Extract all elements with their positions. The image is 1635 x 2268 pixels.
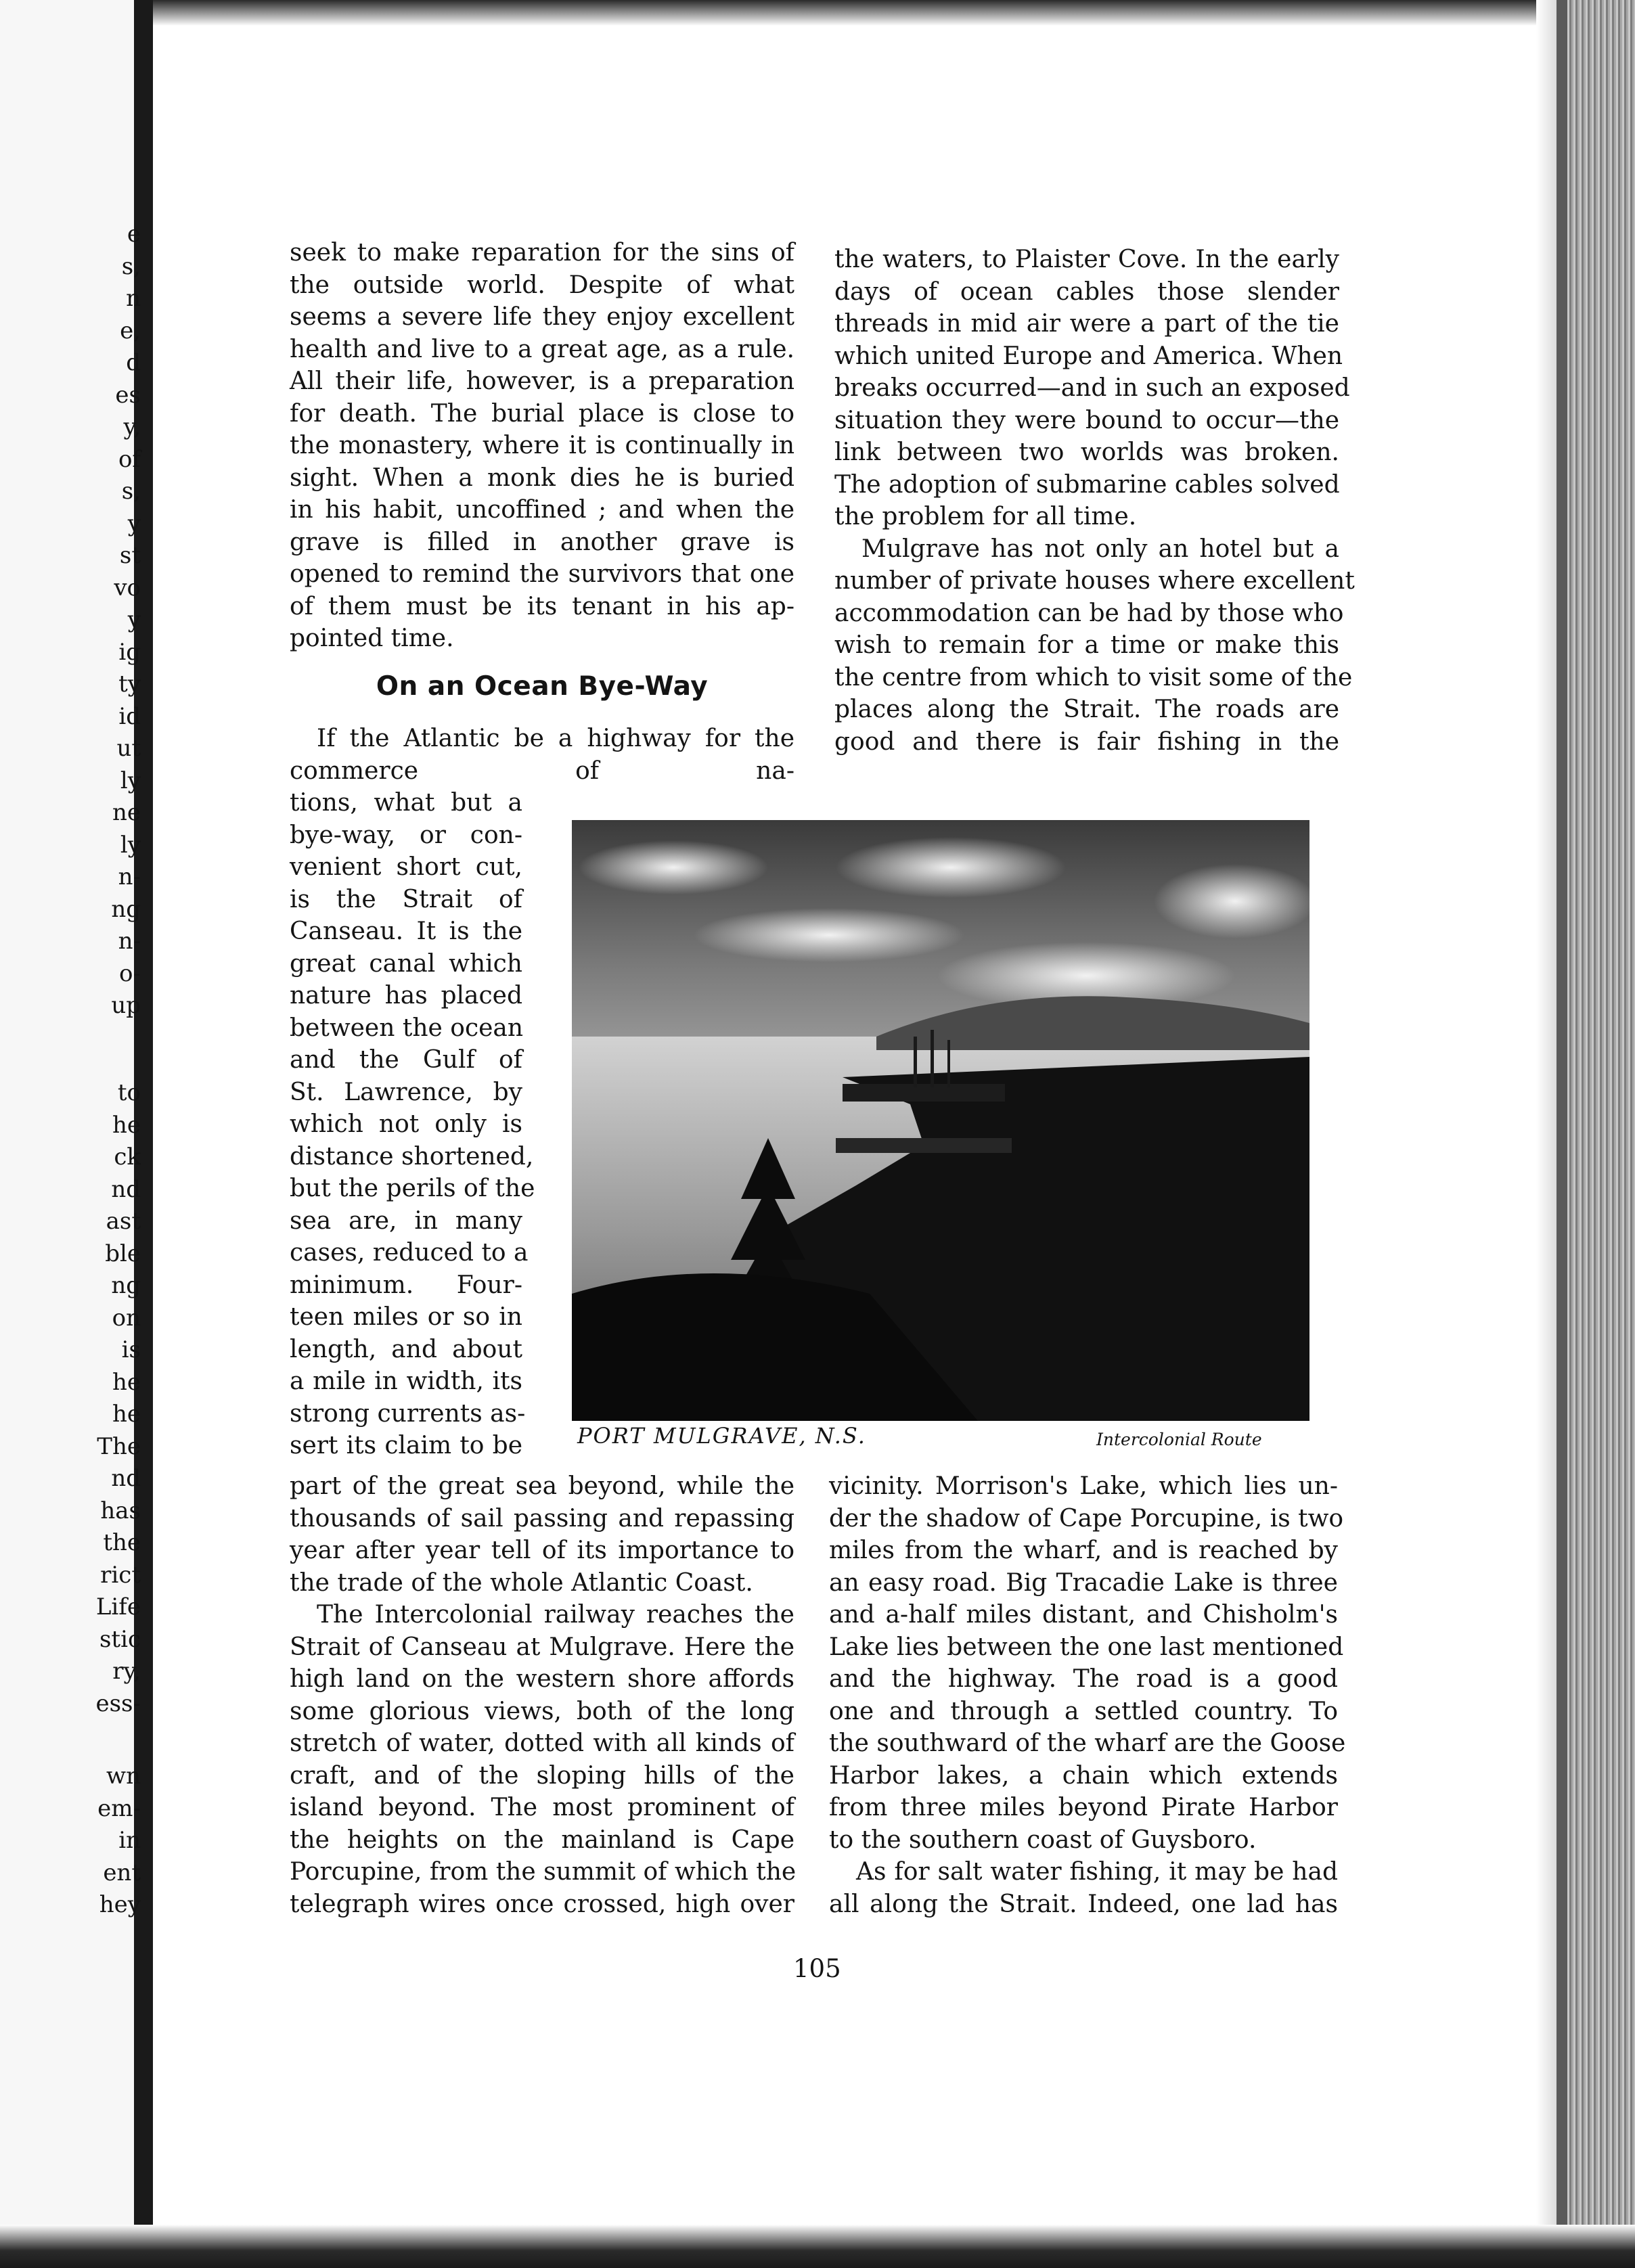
fragment-text: stic [99,1625,141,1653]
fragment-text: ble [105,1240,141,1267]
text-line: some glorious views, both of the long [290,1697,794,1725]
left-column-intro-text [290,723,794,787]
left-column-top-text [290,237,794,655]
text-line: the problem for all time. [834,503,1137,530]
text-line: the centre from which to visit some of the [834,663,1353,691]
photo-wharf [843,1084,1005,1102]
fragment-text: to [117,1079,141,1106]
photo-pier [836,1138,1012,1153]
fragment-text: ig [118,638,141,666]
text-line: great canal which [290,949,522,978]
fragment-text: The [97,1432,141,1460]
text-line: strong currents as- [290,1399,526,1428]
text-line: All their life, however, is a preparation [290,367,794,395]
text-line: the waters, to Plaister Cove. In the early [834,246,1339,273]
text-line: the heights on the mainland is Cape [290,1825,794,1854]
text-line: the outside world. Despite of what [290,271,794,299]
text-line: stretch of water, dotted with all kinds of [290,1729,794,1757]
text-line: all along the Strait. Indeed, one lad has [829,1890,1338,1918]
fragment-text: nd [111,1175,141,1203]
photo-mast [914,1037,917,1087]
text-line: The adoption of submarine cables solved [834,470,1340,499]
text-line: sea are, in many [290,1206,522,1235]
fragment-text: d [126,349,141,376]
fragment-text: wn [106,1763,141,1790]
text-line: der the shadow of Cape Porcupine, is two [829,1504,1344,1533]
fragment-text: e [127,221,141,248]
text-line: an easy road. Big Tracadie Lake is three [829,1568,1338,1597]
text-line: telegraph wires once crossed, high over [290,1890,794,1918]
fragment-text: ty [118,671,141,698]
text-line: venient short cut, [290,853,522,881]
text-line: in his habit, uncoffined ; and when the [290,496,794,524]
text-line: tions, what but a [290,789,522,817]
text-line: Strait of Canseau at Mulgrave. Here the [290,1633,794,1661]
text-line: sight. When a monk dies he is buried [290,463,794,492]
text-line: minimum. Four- [290,1271,522,1299]
text-line: wish to remain for a time or make this [834,631,1339,659]
fragment-text: n [126,285,141,312]
text-line: breaks occurred—and in such an exposed [834,374,1350,402]
text-line: link between two worlds was broken. [834,438,1339,466]
page-stack-edge [1567,0,1635,2268]
text-line: As for salt water fishing, it may be had [856,1858,1338,1886]
text-line: cases, reduced to a [290,1239,529,1267]
text-line: the trade of the whole Atlantic Coast. [290,1568,753,1597]
fragment-text: y [127,606,141,633]
text-line: miles from the wharf, and is reached by [829,1537,1338,1564]
text-line: island beyond. The most prominent of [290,1794,794,1821]
left-column-wrap-text [290,787,535,1462]
left-page-fragment-bottom [97,1761,141,1922]
text-line: commerce of na- [290,756,794,785]
page-edge-shadow [1536,0,1558,2268]
fragment-text: ast [106,1208,141,1235]
fragment-text: the [103,1529,141,1556]
fragment-text: st [119,542,141,569]
fragment-text: ent [103,1859,141,1886]
text-line: which united Europe and America. When [834,342,1343,370]
left-page-fragment-top [111,219,141,1022]
right-column-top-text [834,244,1355,758]
text-line: threads in mid air were a part of the tie [834,310,1339,338]
fragment-text: ng [111,895,141,923]
text-line: seems a severe life they enjoy excellent [290,303,794,331]
text-line: Mulgrave has not only an hotel but a [861,535,1339,563]
fragment-text: he [112,1401,141,1428]
page-number: 105 [793,1954,841,1983]
text-line: days of ocean cables those slender [834,277,1339,306]
fragment-text: he [112,1368,141,1396]
fragment-text: y [127,509,141,537]
fragment-text: Life [95,1593,141,1620]
text-line: year after year tell of its importance to [290,1537,794,1564]
text-line: high land on the western shore affords [290,1665,794,1693]
fragment-text: ne [112,799,141,826]
fragment-text: of [118,445,141,473]
text-line: craft, and of the sloping hills of the [290,1761,794,1790]
fragment-text: has [100,1497,141,1524]
text-line: grave is filled in another grave is [290,528,794,556]
text-line: number of private houses where excellent [834,567,1355,595]
fragment-text: ng [111,1272,141,1299]
fragment-text: e, [120,317,141,344]
fragment-text: is [121,1336,141,1363]
text-line: Canseau. It is the [290,917,522,945]
text-line: one and through a settled country. To [829,1697,1338,1725]
text-line: Lake lies between the one last mentioned [829,1633,1344,1661]
fragment-text: rict [100,1561,141,1589]
left-column-bottom-text [290,1470,797,1920]
text-line: the southward of the wharf are the Goose [829,1729,1346,1757]
text-line: pointed time. [290,625,454,652]
fragment-text: es [115,381,141,409]
text-line: between the ocean [290,1014,524,1042]
text-line: a mile in width, its [290,1367,522,1395]
fragment-text: up [111,992,141,1019]
text-line: and the Gulf of [290,1046,522,1074]
text-line: but the perils of the [290,1175,535,1202]
text-line: and a-half miles distant, and Chisholm's [829,1601,1338,1629]
fragment-text: s, [121,478,141,505]
text-line: bye-way, or con- [290,821,522,849]
text-line: If the Atlantic be a highway for the [317,725,794,752]
photo-cloud [579,840,768,894]
fragment-text: on [112,1304,141,1332]
text-line: distance shortened, [290,1142,534,1171]
text-line: Harbor lakes, a chain which extends [829,1761,1338,1790]
section-heading: On an Ocean Bye-Way [376,671,709,702]
text-line: nature has placed [290,982,522,1010]
harbor-photo [572,820,1309,1421]
photo-mast [947,1040,950,1087]
fragment-text: n- [118,863,141,890]
text-line: Porcupine, from the summit of which the [290,1858,797,1886]
fragment-text: nd [111,1465,141,1492]
fragment-text: ut [116,735,141,762]
text-line: places along the Strait. The roads are [834,696,1339,723]
text-line: part of the great sea beyond, while the [290,1472,794,1500]
text-line: health and live to a great age, as a rule. [290,335,794,363]
text-line: seek to make reparation for the sins of [290,239,794,267]
photo-caption: PORT MULGRAVE, N.S. [577,1423,866,1449]
text-line: The Intercolonial railway reaches the [317,1601,794,1629]
fragment-text: ly [120,831,141,859]
fragment-text: ly [120,767,141,794]
photo-credit: Intercolonial Route [1096,1430,1262,1449]
fragment-text: o- [119,959,141,987]
fragment-text: in [118,1827,141,1854]
photo-mast [931,1030,934,1087]
text-line: to the southern coast of Guysboro. [829,1825,1257,1854]
left-page-fragment-middle [95,1077,141,1720]
right-column-bottom-text [829,1470,1346,1920]
fragment-text: he [112,1111,141,1139]
text-line: and the highway. The road is a good [829,1665,1338,1693]
text-line: accommodation can be had by those who [834,599,1344,627]
text-line: sert its claim to be [290,1432,522,1459]
text-line: length, and about [290,1335,522,1363]
photo-cloud [836,837,1066,898]
fragment-text: ry, [112,1658,141,1685]
text-line: is the Strait of [290,885,522,913]
bottom-scan-border [0,2225,1635,2268]
fragment-text: s, [121,252,141,280]
text-line: teen miles or so in [290,1303,522,1331]
fragment-text: n- [118,928,141,955]
top-scan-border [153,0,1567,26]
fragment-text: id [118,702,141,730]
text-line: the monastery, where it is continually in [290,432,794,459]
text-line: opened to remind the survivors that one [290,560,794,588]
fragment-text: em- [97,1794,141,1822]
text-line: vicinity. Morrison's Lake, which lies un- [829,1472,1338,1500]
photo-cloud [694,908,964,962]
text-line: thousands of sail passing and repassing [290,1504,794,1533]
text-line: for death. The burial place is close to [290,399,794,428]
text-line: which not only is [290,1110,522,1138]
photo-cloud [1154,864,1309,938]
fragment-text: y, [123,413,141,440]
text-line: good and there is fair fishing in the [834,727,1339,756]
fragment-text: ess- [95,1689,141,1717]
text-line: from three miles beyond Pirate Harbor [829,1794,1338,1821]
text-line: of them must be its tenant in his ap- [290,592,794,620]
fragment-text: hey [99,1891,141,1918]
text-line: situation they were bound to occur—the [834,406,1339,434]
text-line: St. Lawrence, by [290,1078,522,1106]
fragment-text: vo [114,574,141,602]
fragment-text: ck [114,1143,141,1171]
